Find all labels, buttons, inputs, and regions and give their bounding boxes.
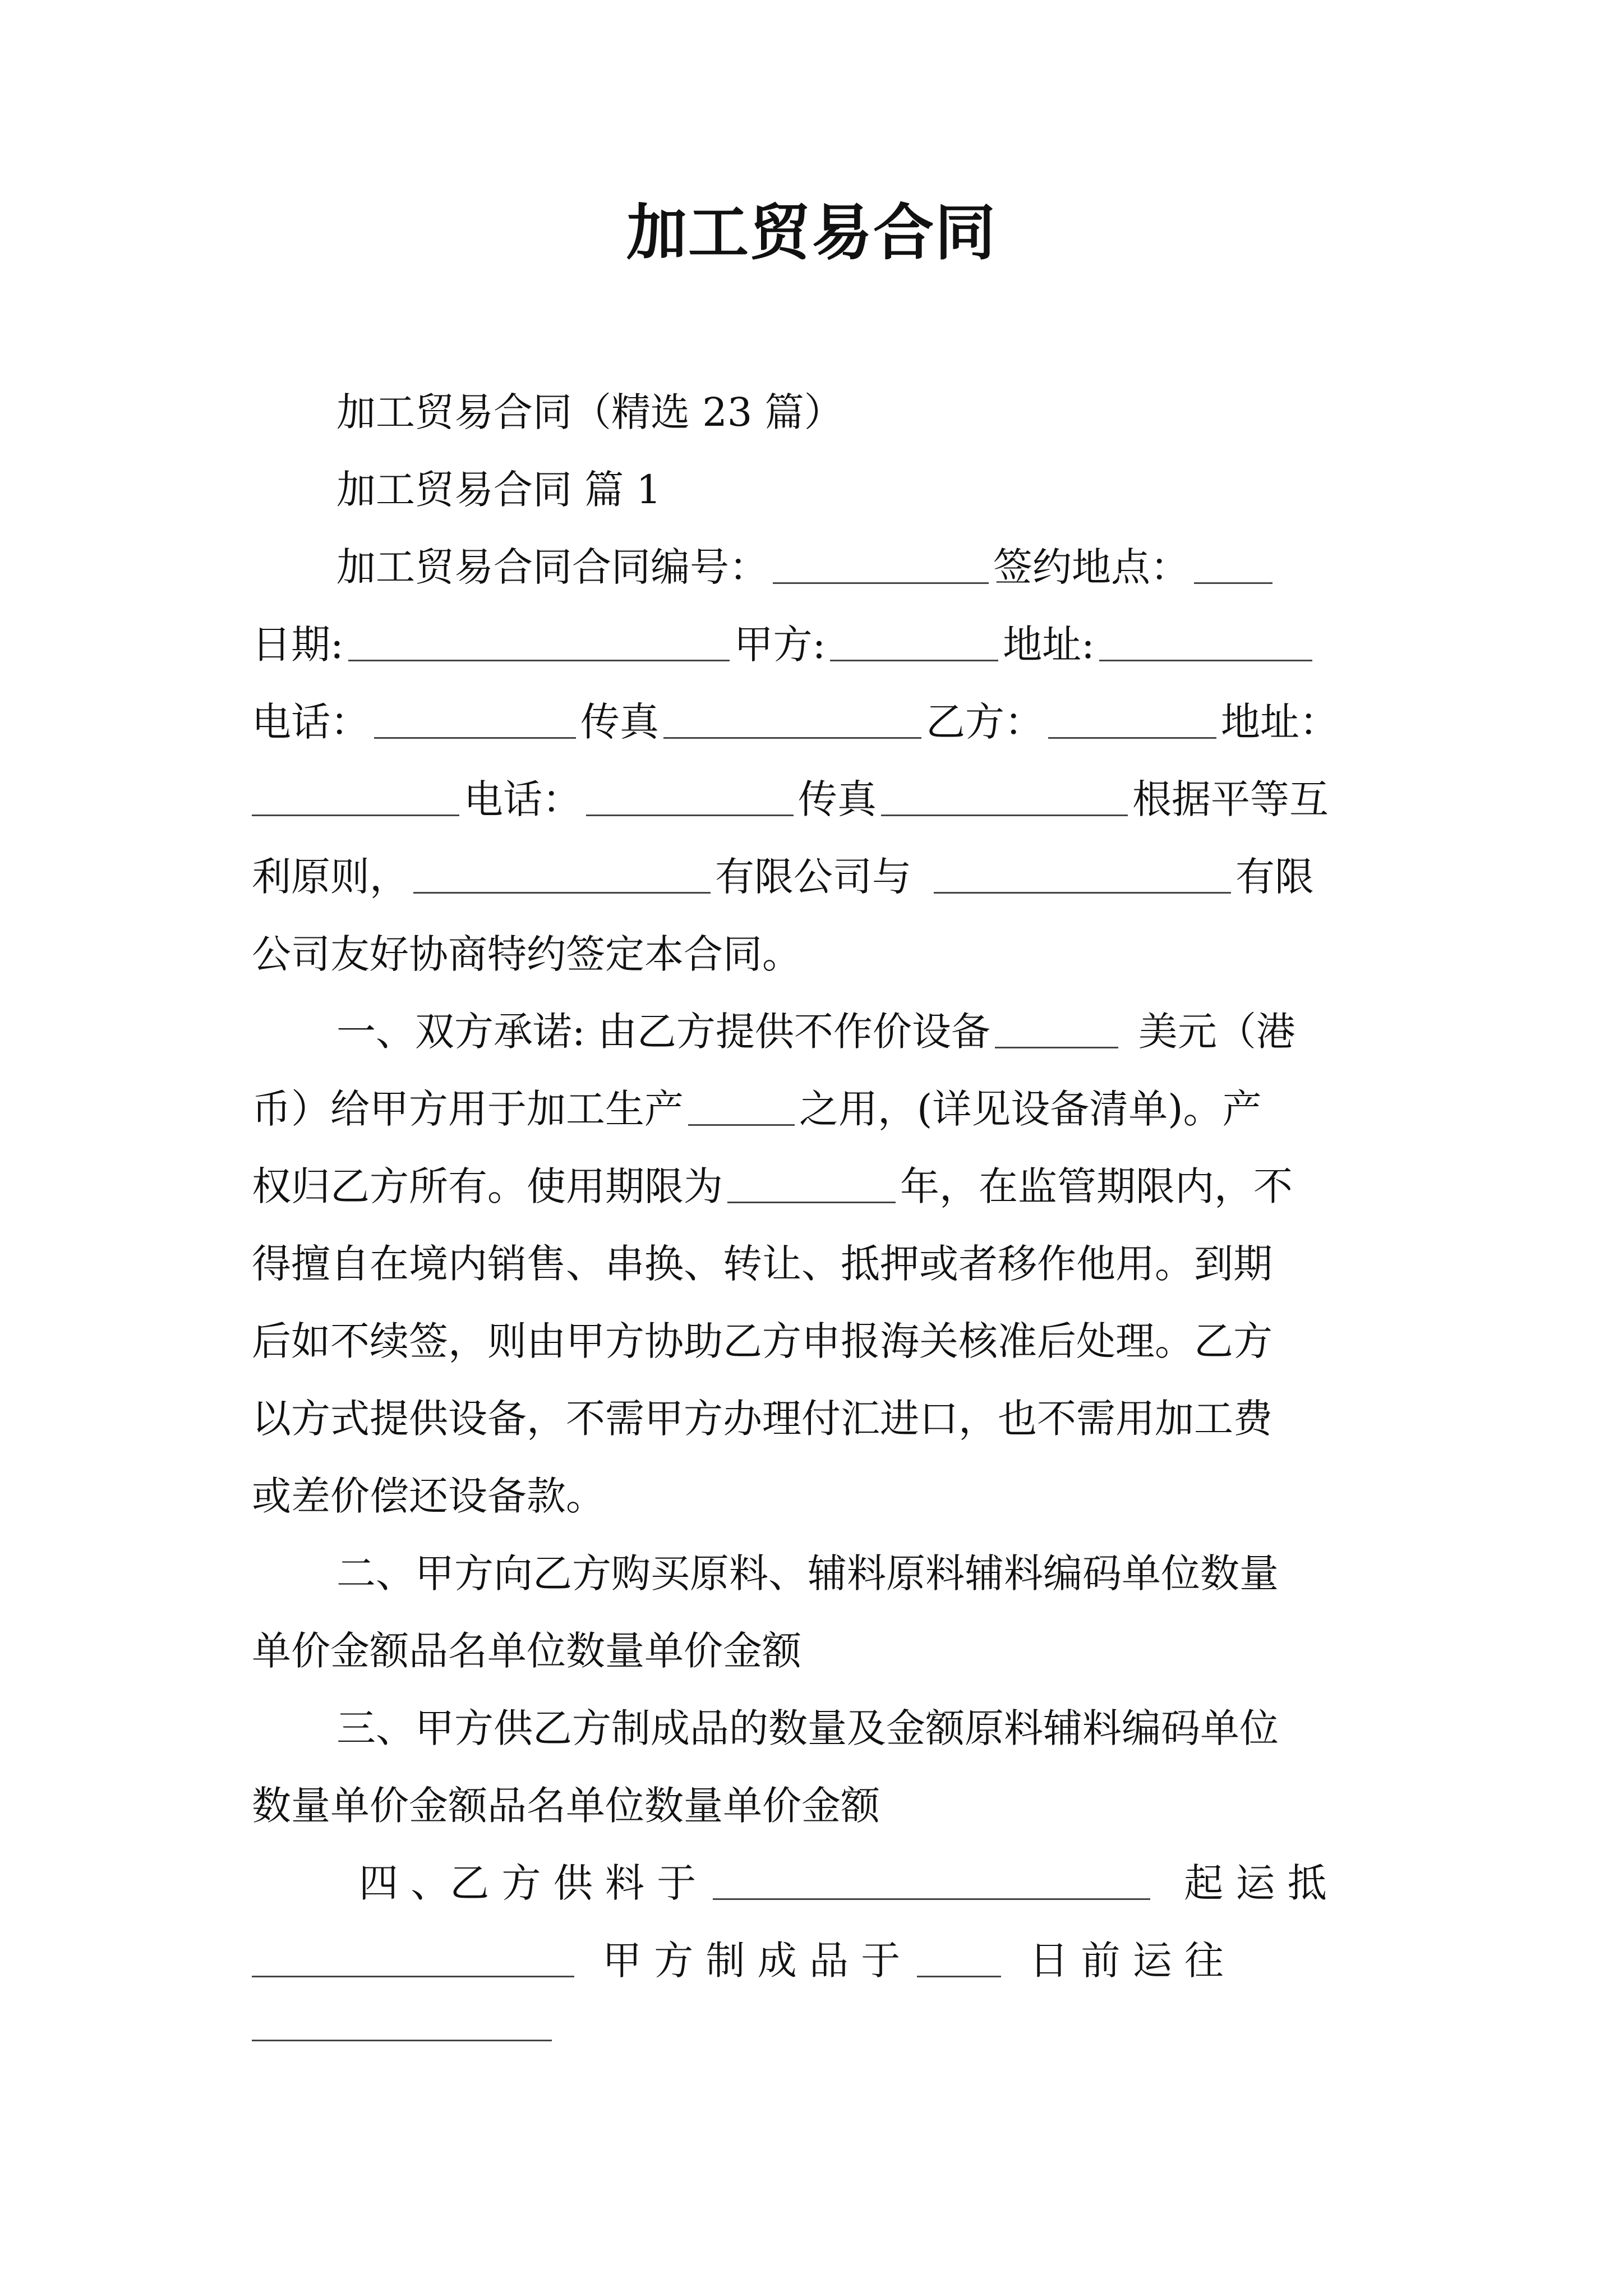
blank-party-b (1048, 737, 1216, 739)
blank-shipping-destination (252, 2040, 552, 2041)
blank-production-item (688, 1124, 795, 1126)
clause-4-line-2: 甲 方 制 成 品 于 日 前 运 往 (252, 1932, 1379, 1989)
blank-usage-years (727, 1202, 896, 1203)
clause-1-line-6: 以方式提供设备，不需甲方办理付汇进口，也不需用加工费 (252, 1396, 1272, 1442)
blank-address-a (1099, 660, 1312, 661)
contract-info-line-3: 电话： 传真 乙方： 地址： (252, 699, 1339, 745)
blank-phone-a (374, 737, 576, 739)
clause-1-line-5: 后如不续签，则由甲方协助乙方申报海关核准后处理。乙方 (252, 1318, 1272, 1364)
subtitle-line: 加工贸易合同（精选 23 篇） (336, 389, 843, 435)
blank-company-1 (413, 892, 711, 894)
contract-info-line-1: 加工贸易合同合同编号： 签约地点： (336, 539, 1379, 595)
blank-supply-date (713, 1898, 1150, 1900)
clause-3-line-2: 数量单价金额品名单位数量单价金额 (252, 1783, 880, 1829)
clause-2-line-1: 二、甲方向乙方购买原料、辅料原料辅料编码单位数量 (336, 1550, 1279, 1596)
blank-delivery-date (917, 1976, 1001, 1977)
blank-signing-place (1194, 582, 1272, 584)
blank-date (348, 660, 730, 661)
clause-2-line-2: 单价金额品名单位数量单价金额 (252, 1628, 801, 1674)
contract-info-line-6: 公司友好协商特约签定本合同。 (252, 931, 801, 977)
blank-party-a (830, 660, 998, 661)
clause-4-line-1: 四 、乙 方 供 料 于 起 运 抵 (359, 1860, 1327, 1906)
clause-1-line-4: 得擅自在境内销售、串换、转让、抵押或者移作他用。到期 (252, 1241, 1272, 1287)
clause-1-line-7: 或差价偿还设备款。 (252, 1473, 605, 1519)
clause-3-line-1: 三、甲方供乙方制成品的数量及金额原料辅料编码单位 (336, 1705, 1279, 1751)
section-heading: 加工贸易合同 篇 1 (336, 467, 662, 513)
clause-1-line-1: 一、双方承诺: 由乙方提供不作价设备 美元（港 (336, 1009, 1295, 1055)
blank-equipment-value (995, 1047, 1118, 1048)
clause-1-line-3: 权归乙方所有。使用期限为 年，在监管期限内，不 (252, 1163, 1293, 1209)
blank-address-b (252, 815, 459, 816)
contract-info-line-2: 日期: 甲方: 地址: (252, 616, 1379, 673)
contract-info-line-5: 利原则， 有限公司与 有限 (252, 854, 1314, 900)
blank-destination (252, 1976, 574, 1977)
blank-fax-a (663, 737, 921, 739)
document-title: 加工贸易合同 (626, 197, 997, 268)
blank-fax-b (881, 815, 1128, 816)
blank-contract-number (773, 582, 989, 584)
clause-1-line-2: 币）给甲方用于加工生产 之用，(详见设备清单)。产 (252, 1086, 1262, 1132)
blank-company-2 (934, 892, 1231, 894)
contract-info-line-4: 电话： 传真 根据平等互 (252, 771, 1379, 827)
blank-phone-b (586, 815, 794, 816)
